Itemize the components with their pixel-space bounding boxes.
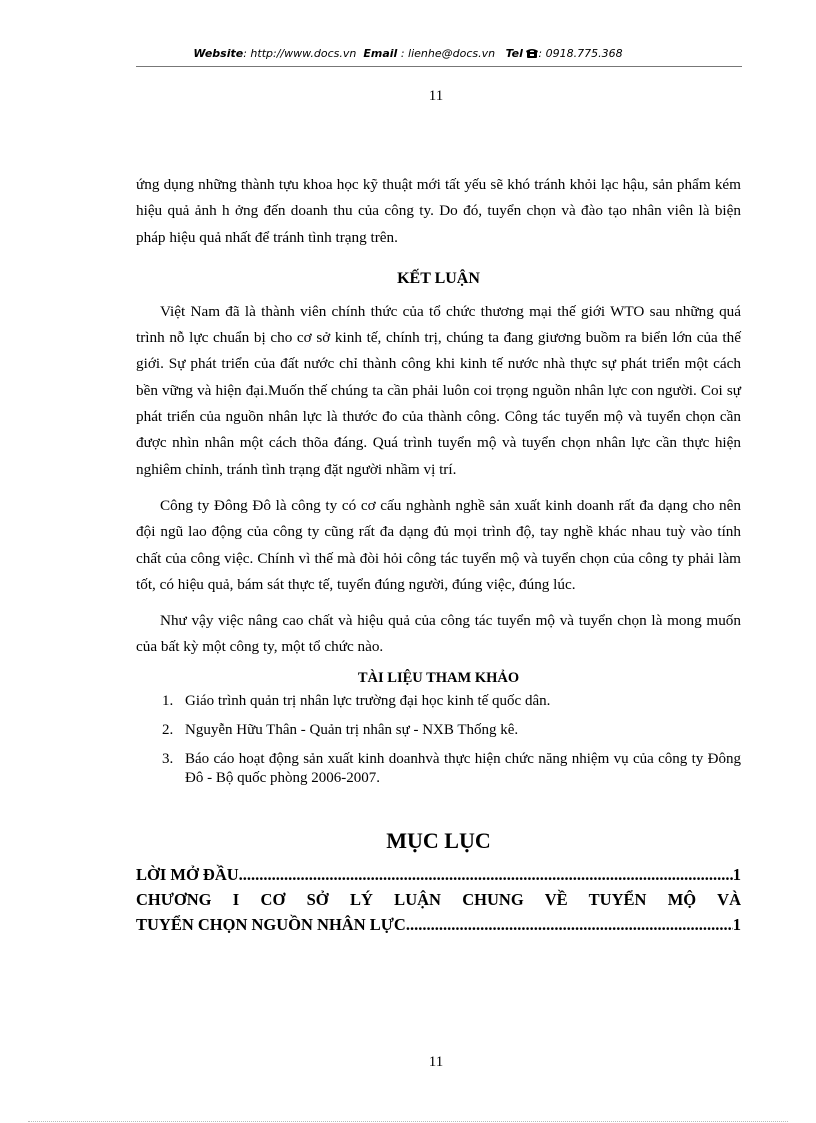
page-header [0, 47, 816, 61]
tel-label: Tel [505, 47, 523, 60]
toc-entry-chapter1-line1[interactable]: CHƯƠNG I CƠ SỞ LÝ LUẬN CHUNG VỀ TUYỂN MỘ VÀ [136, 889, 741, 909]
toc-entry-page: 1 [732, 864, 741, 884]
toc-entry-label: LỜI MỞ ĐẦU [136, 864, 239, 884]
page-number-top: 11 [428, 88, 444, 104]
conclusion-paragraph-3: Như vậy việc nâng cao chất và hiệu quả của công tác tuyển mộ và tuyển chọn là mong muốn của bất kỳ một công ty, một tổ chức nào. [136, 612, 741, 656]
email-label: Email [363, 47, 398, 60]
toc-leader-dots [406, 912, 733, 937]
reference-number: 3. [162, 750, 174, 767]
reference-item [136, 692, 741, 711]
reference-number: 2. [162, 721, 174, 738]
reference-number: 1. [162, 692, 174, 709]
toc-entry-page: 1 [732, 914, 741, 934]
references-heading: TÀI LIỆU THAM KHẢO [357, 669, 520, 686]
tel-value: : 0918.775.368 [538, 47, 623, 60]
phone-icon [526, 48, 538, 61]
conclusion-paragraph-1: Việt Nam đã là thành viên chính thức của tổ chức thương mại thế giới WTO sau những quá trình nỗ lực chuẩn bị cho cơ sở kinh tế, chính trị, chúng ta đang giương buồm ra biển lớn của thế giới. Sự phát triển của đất nước chỉ thành công khi kinh tế nước nhà thực sự phát triển một cách bền vững và hiện đại.Muốn thế chúng ta cần phải luôn coi trọng nguồn nhân lực con người. Coi sự phát triển của nguồn nhân lực là thước đo của thành công. Công tác tuyển mộ và tuyển chọn cần được nhìn nhân một cách thõa đáng. Quá trình tuyển mộ và tuyển chọn nhân lực cần thực hiện nghiêm chỉnh, tránh tình trạng đặt người nhầm vị trí. [136, 302, 741, 478]
page-bottom-edge [28, 1121, 788, 1122]
website-label: Website [193, 47, 244, 60]
reference-text: Báo cáo hoạt động sản xuất kinh doanhvà thực hiện chức năng nhiệm vụ của công ty Đông Đô - Bộ quốc phòng 2006-2007. [185, 750, 741, 786]
conclusion-paragraph-2: Công ty Đông Đô là công ty có cơ cấu nghành nghề sản xuất kinh doanh rất đa dạng cho nên đội ngũ lao động của công ty cũng rất đa dạng đủ mọi trình độ, tay nghề khác nhau tuỳ vào tính chất của công việc. Chính vì thế mà đòi hỏi công tác tuyển mộ và tuyển chọn của công ty phải làm tốt, có hiệu quả, bám sát thực tế, tuyển đúng người, đúng việc, đúng lúc. [136, 496, 741, 593]
conclusion-heading: KẾT LUẬN [397, 269, 480, 287]
table-of-contents [136, 862, 741, 937]
intro-paragraph: ứng dụng những thành tựu khoa học kỹ thuật mới tất yếu sẽ khó tránh khỏi lạc hậu, sản phẩm kém hiệu quả ảnh h ởng đến doanh thu của công ty. Do đó, tuyển chọn và đào tạo nhân viên là biện pháp hiệu quả nhất để tránh tình trạng trên. [136, 176, 741, 246]
toc-entry-chapter1-line2[interactable] [136, 912, 741, 937]
toc-heading: MỤC LỤC [386, 827, 491, 853]
toc-leader-dots [239, 862, 733, 887]
toc-entry-label: TUYỂN CHỌN NGUỒN NHÂN LỰC [136, 914, 406, 934]
reference-item [136, 750, 741, 788]
reference-text: Giáo trình quản trị nhân lực trường đại học kinh tế quốc dân. [185, 692, 551, 709]
email-value: : lienhe@docs.vn [400, 47, 496, 60]
page-number-bottom: 11 [428, 1054, 444, 1070]
website-value: : http://www.docs.vn [243, 47, 357, 60]
reference-text: Nguyễn Hữu Thân - Quản trị nhân sự - NXB Thống kê. [185, 721, 519, 738]
page-content [136, 172, 741, 937]
references-list [136, 692, 741, 788]
header-divider [136, 66, 742, 67]
toc-entry-intro[interactable] [136, 862, 741, 887]
reference-item [136, 721, 741, 740]
